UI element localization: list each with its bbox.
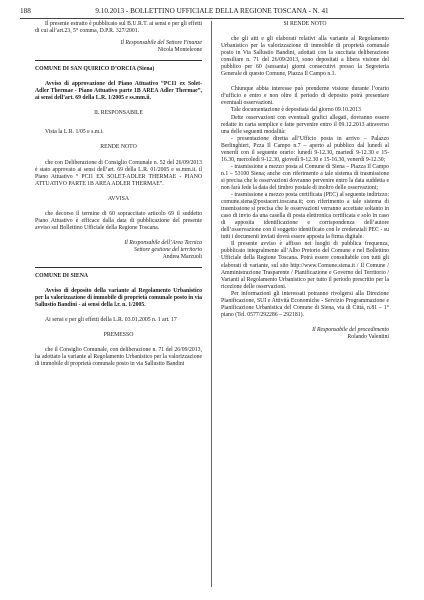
quirico-signature-name: Andrea Marzuoli	[162, 253, 202, 260]
left-column	[35, 21, 202, 368]
quirico-role-heading: IL RESPONSABILE	[94, 110, 143, 117]
submission-method-item: - trasmissione a mezzo posta al Comune di Siena – Piazza Il Campo n.1 – 53100 Siena; anche con riferimento a tale sistema di trasmissione si precisa che le osservazioni dovranno pervenire entro la data suddetta e non farà fede la data del timbro postale di inoltro delle osservazioni;	[221, 163, 389, 191]
siena-notice-title: Avviso di deposito della variante al Regolamento Urbanistico per la valorizzazione di immobile di proprietà comunale posto in via Sallustio Bandini - ai sensi della l.r. n. 1/2005.	[35, 288, 202, 309]
quirico-signature-role-2: Settore gestione del territorio	[134, 246, 202, 253]
right-column	[221, 21, 389, 341]
submission-method-item: - trasmissione a mezzo posta certificata (PEC) al seguente indirizzo: comune.siena@postacert.toscana.it; con riferimento a tale sistema di trasmissione si precisa che le osservazioni verranno accettate soltanto in caso di invio da una casella di posta elettronica certificata e solo in caso di apposita identificazione e corrispondenza dell’autore dell’osservazione con il soggetto identificato con le credenziali PEC - su tutti i documenti inviati dovrà essere apposta la firma digitale.	[221, 192, 389, 241]
submission-method-item: - presentazione diretta all’Ufficio posta in arrivo – Palazzo Berlinghieri, Pzza Il Campo n.7 – aperto al pubblico dal lunedì al venerdì con il seguente orario: lunedì 9-12.30, martedì 9-12.30 e 15-16.30, mercoledì 9-12.30, giovedì 9-12.30 e 15-16.30, venerdì 9-12.30;	[221, 135, 389, 163]
page-number: 188	[20, 7, 31, 15]
right-paragraph: Dette osservazioni con eventuali grafici allegati, dovranno essere redatte in carta semplice e fatte pervenire entro il 09.12.2013 attraverso una delle seguenti modalità:	[221, 114, 389, 135]
siena-paragraph: Ai sensi e per gli effetti della L.R. 03.01.2005 n. 1 art. 17	[45, 317, 177, 324]
header-rule	[20, 18, 404, 19]
right-signature-name: Rolando Valentini	[347, 333, 389, 340]
right-signature-role: Il Responsabile del procedimento	[312, 326, 389, 333]
section-separator	[35, 267, 202, 268]
intro-signature-role: Il Responsabile del Settore Finanze	[120, 40, 202, 47]
right-heading: SI RENDE NOTO	[283, 21, 327, 27]
quirico-authority: COMUNE DI SAN QUIRICO D’ORCIA (Siena)	[35, 66, 155, 73]
right-paragraph: Chiunque abbia interesse può prenderne visione durante l’orario d’ufficio e entro e non oltre il periodo di deposito potrà presentare eventuali osservazioni.	[221, 86, 389, 107]
right-paragraph: che gli atti e gli elaborati relativi alla variante al Regolamento Urbanistico per la valorizzazione di immobile di proprietà comunale posto in Via Sallustio Bandini, adottati con la succitata deliberazione consiliare n. 71 del 26/09/2013, sono depositati a libera visione del pubblico per 60 (sessanta) giorni consecutivi presso la Segreteria Generale di questo Comune, Piazza Il Campo n.1.	[221, 36, 389, 78]
quirico-avvisa-body: che decorso il termine di 60 sopraccitato articolo 69 il suddetto Piano Attuativo è efficace dalla data di pubblicazione del presente avviso sul Bollettino Ufficiale della Regione Toscana.	[35, 210, 202, 231]
intro-signature-name: Nicola Monteleone	[157, 47, 202, 54]
intro-paragraph: Il presente estratto è pubblicato sul B.U.R.T. ai sensi e per gli effetti di cui all’art.23, 5° comma, D.P.R. 327/2001.	[35, 21, 202, 35]
page-header	[20, 5, 404, 17]
right-paragraph: Per informazioni gli interessati potranno rivolgersi alla Direzione Pianificazione, SUI e Attività Economiche - Servizio Programmazione e Pianificazione Urbanistica del Comune di Siena, via di Città, n.81 – 1° piano (Tel. 0577/292286 – 292181).	[221, 290, 389, 318]
column-divider	[211, 21, 212, 587]
right-paragraph: Tale documentazione è depositata dal giorno 09.10.2013	[231, 107, 361, 114]
siena-authority: COMUNE DI SIENA	[35, 273, 89, 280]
section-separator	[35, 60, 202, 61]
quirico-rende-noto: RENDE NOTO	[100, 144, 137, 151]
header-title: 9.10.2013 - BOLLETTINO UFFICIALE DELLA REGIONE TOSCANA - N. 41	[95, 7, 329, 15]
quirico-notice-title: Avviso di approvazione del Piano Attuativo “PCI1 ex Solet-Adler Thermae - Piano Attuativo parte 1B AREA Adler Thermae”, ai sensi dell’art. 69 della L.R. 1/2005 e ss.mm.ii.	[35, 81, 202, 102]
quirico-body: che con Deliberazione di Consiglio Comunale n. 52 del 26/09/2013 è stato approvato ai sensi dell’art. 69 della L.R. 01/2005 e ss.mm.ii. il Piano Attuativo “ PCI1 EX SOLET-ADLER THERMAE - PIANO ATTUATIVO PARTE 1B AREA ADLER THERMAE”.	[35, 159, 202, 187]
quirico-signature-role: Il Responsabile dell’Area Tecnica	[124, 239, 202, 246]
quirico-vista: Vista la L.R. 1/05 e s.m.i.	[45, 129, 104, 136]
right-paragraph: Il presente avviso è affisso nei luoghi di pubblica frequenza, pubblicato integralmente all’Albo Pretorio del Comune e nel Bollettino Ufficiale della Regione Toscana. Potrà essere consultabile con tutti gli elaborati di variante, sul sito http://www.Comune.siena.it / Il Comune / Amministrazione Trasparente / Pianificazione e Governo del Territorio / Varianti al Regolamento Urbanistico per tutto il periodo prescritto per la ricezione delle osservazioni.	[221, 241, 389, 290]
quirico-avvisa: AVVISA	[108, 195, 129, 202]
siena-premesso: PREMESSO	[103, 332, 134, 339]
siena-paragraph: che il Consiglio Comunale, con deliberazione n. 71 del 26/09/2013, ha adottato la variante al Regolamento Urbanistico per la valorizzazione di immobile di proprietà comunale posto in via Sallustio Bandini	[35, 347, 202, 368]
